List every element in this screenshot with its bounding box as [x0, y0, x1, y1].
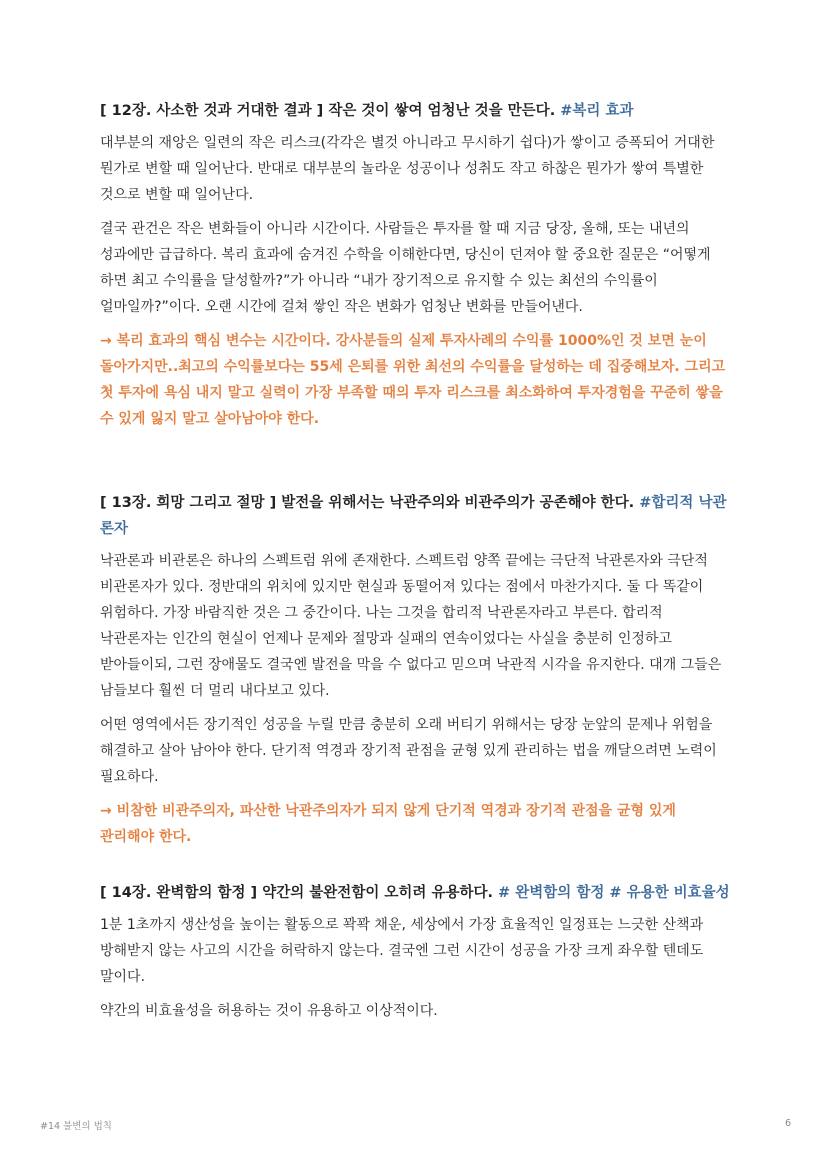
chapter-12-paragraph-1: 대부분의 재앙은 일련의 작은 리스크(각각은 별것 아니라고 무시하기 쉽다)가 쌓이고 증폭되어 거대한 뭔가로 변할 때 일어난다. 반대로 대부분의 놀라운 성공이나 성취도 작고 하찮은 뭔가가 쌓여 특별한 것으로 변할 때 일어난다.	[100, 135, 715, 203]
chapter-14-heading	[100, 880, 730, 906]
chapter-14-paragraph-2: 약간의 비효율성을 허용하는 것이 유용하고 이상적이다.	[100, 1003, 438, 1019]
chapter-12-hashtag: #복리 효과	[560, 103, 634, 119]
chapter-14-title: [ 14장. 완벽함의 함정 ] 약간의 불완전함이 오히려 유용하다.	[100, 885, 499, 901]
chapter-13-note: → 비참한 비관주의자, 파산한 낙관주의자가 되지 않게 단기적 역경과 장기적 관점을 균형 있게 관리해야 한다.	[100, 803, 676, 845]
chapter-13-paragraph-1: 낙관론과 비관론은 하나의 스펙트럼 위에 존재한다. 스펙트럼 양쪽 끝에는 극단적 낙관론자와 극단적 비관론자가 있다. 정반대의 위치에 있지만 현실과 동떨어져 있다는 점에서 마찬가지다. 둘 다 똑같이 위험하다. 가장 바람직한 것은 그 중간이다. 나는 그것을 합리적 낙관론자라고 부른다. 합리적 낙관론자는 인간의 현실이 언제나 문제와 절망과 실패의 연속이었다는 사실을 충분히 인정하고 받아들이되, 그런 장애물도 결국엔 발전을 막을 수 없다고 믿으며 낙관적 시각을 유지한다. 대개 그들은 남들보다 훨씬 더 멀리 내다보고 있다.	[100, 553, 722, 699]
chapter-13-hashtag: #합리적 낙관론자	[100, 495, 727, 537]
chapter-12-note: → 복리 효과의 핵심 변수는 시간이다. 강사분들의 실제 투자사례의 수익률 1000%인 것 보면 눈이 돌아가지만..최고의 수익률보다는 55세 은퇴를 위한 최선의 수익률을 달성하는 데 집중해보자. 그리고 첫 투자에 욕심 내지 말고 실력이 가장 부족할 때의 투자 리스크를 최소화하여 투자경험을 꾸준히 쌓을 수 있게 잃지 말고 살아남아야 한다.	[100, 333, 726, 427]
chapter-13-heading	[100, 490, 730, 542]
chapter-12-heading	[100, 98, 730, 124]
chapter-12-section	[100, 98, 730, 432]
chapter-13-section	[100, 490, 730, 850]
chapter-12-paragraph-2: 결국 관건은 작은 변화들이 아니라 시간이다. 사람들은 투자를 할 때 지금 당장, 올해, 또는 내년의 성과에만 급급하다. 복리 효과에 숨겨진 수학을 이해한다면, 당신이 던져야 할 중요한 질문은 “어떻게 하면 최고 수익률을 달성할까?”가 아니라 “내가 장기적으로 유지할 수 있는 최선의 수익률이 얼마일까?”이다. 오랜 시간에 걸쳐 쌓인 작은 변화가 엄청난 변화를 만들어낸다.	[100, 221, 711, 315]
footer-document-title: #14 불변의 법칙	[40, 1121, 112, 1132]
chapter-14-paragraph-1: 1분 1초까지 생산성을 높이는 활동으로 꽉꽉 채운, 세상에서 가장 효율적인 일정표는 느긋한 산책과 방해받지 않는 사고의 시간을 허락하지 않는다. 결국엔 그런 시간이 성공을 가장 크게 좌우할 텐데도 말이다.	[100, 917, 704, 985]
page-number: 6	[784, 1118, 791, 1129]
chapter-13-title: [ 13장. 희망 그리고 절망 ] 발전을 위해서는 낙관주의와 비관주의가 공존해야 한다.	[100, 495, 640, 511]
chapter-14-section	[100, 880, 730, 1032]
chapter-13-paragraph-2: 어떤 영역에서든 장기적인 성공을 누릴 만큼 충분히 오래 버티기 위해서는 당장 눈앞의 문제나 위험을 해결하고 살아 남아야 한다. 단기적 역경과 장기적 관점을 균형 있게 관리하는 법을 깨달으려면 노력이 필요하다.	[100, 717, 717, 785]
chapter-14-hashtag: # 완벽함의 함정 # 유용한 비효율성	[498, 885, 730, 901]
chapter-12-title: [ 12장. 사소한 것과 거대한 결과 ] 작은 것이 쌓여 엄청난 것을 만든다.	[100, 103, 561, 119]
